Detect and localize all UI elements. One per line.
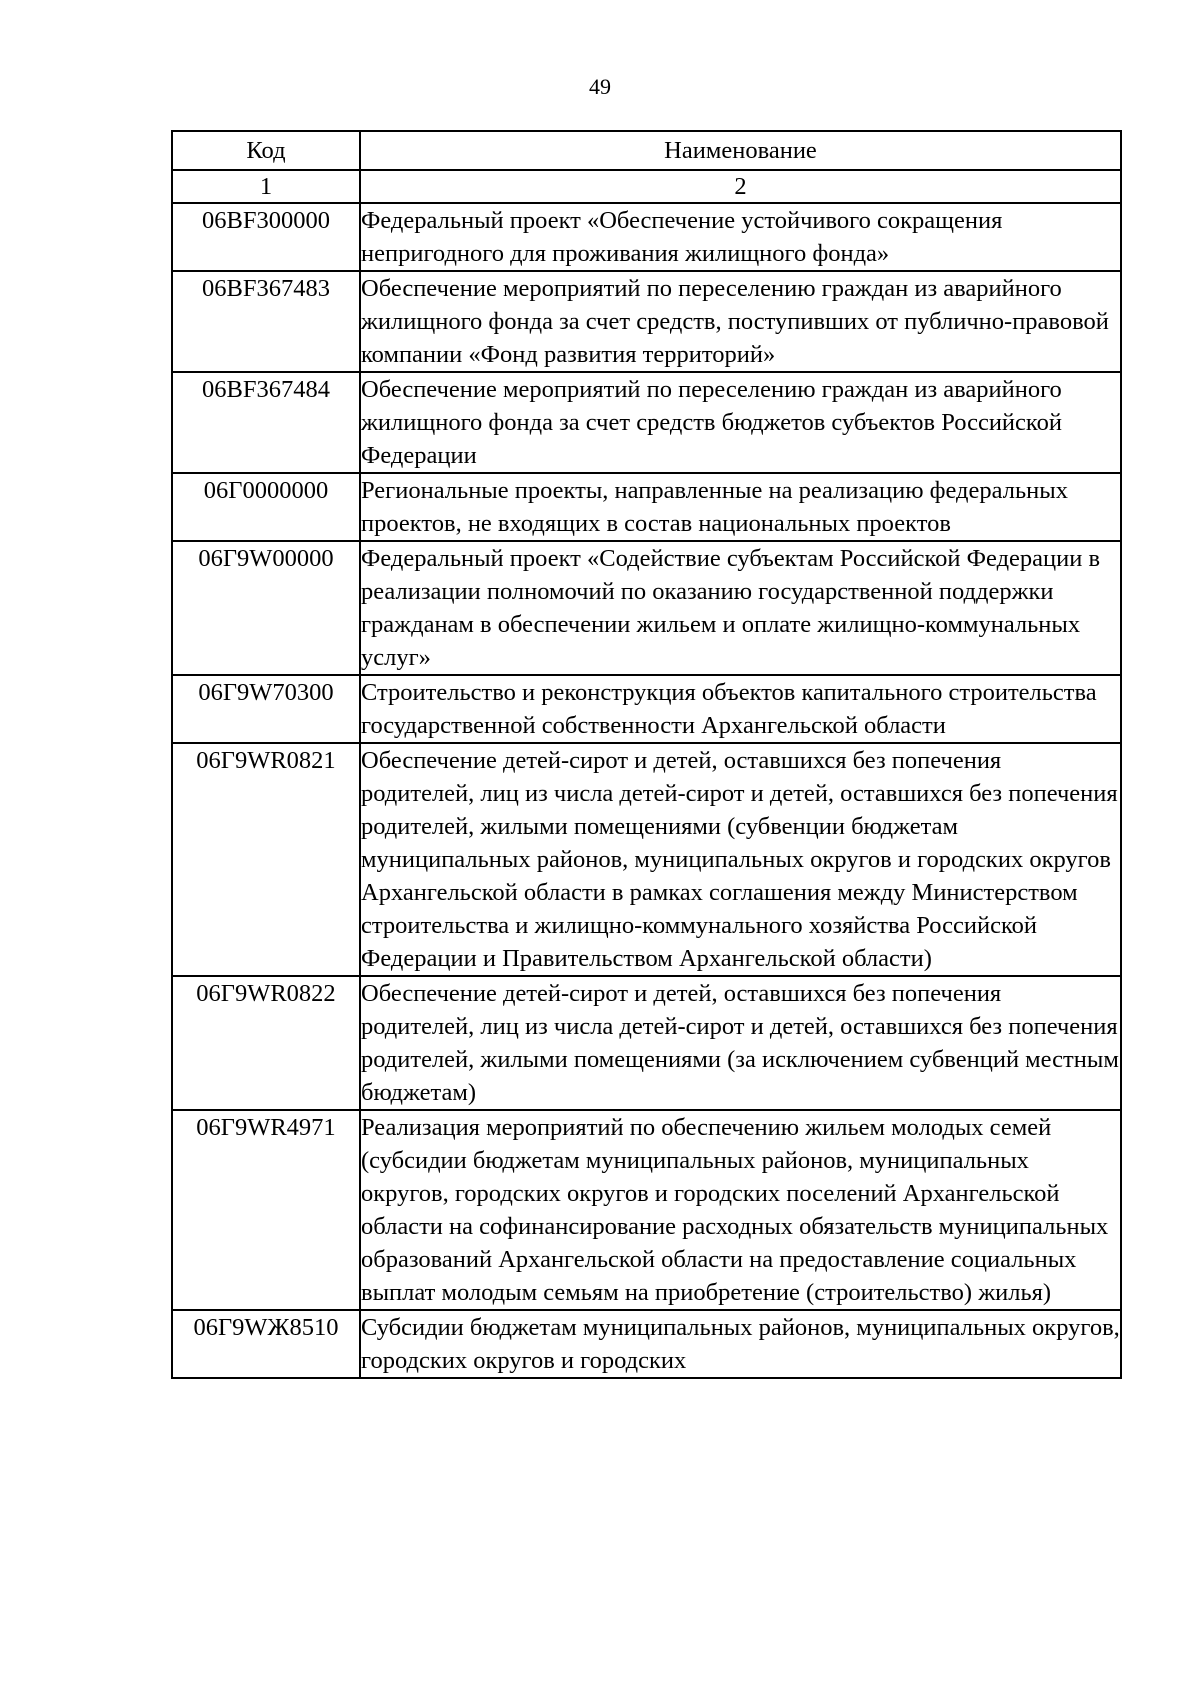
row-name: Региональные проекты, направленные на реализацию федеральных проектов, не входящих в состав национальных проектов [360,473,1121,541]
table-row [172,743,1121,976]
row-name: Обеспечение детей-сирот и детей, оставшихся без попечения родителей, лиц из числа детей-сирот и детей, оставшихся без попечения родителей, жилыми помещениями (за исключением субвенций местным бюджетам) [360,976,1121,1110]
row-name: Обеспечение детей-сирот и детей, оставшихся без попечения родителей, лиц из числа детей-сирот и детей, оставшихся без попечения родителей, жилыми помещениями (субвенции бюджетам муниципальных районов, муниципальных округов и городских округов Архангельской области в рамках соглашения между Министерством строительства и жилищно-коммунального хозяйства Российской Федерации и Правительством Архангельской области) [360,743,1121,976]
row-name: Реализация мероприятий по обеспечению жильем молодых семей (субсидии бюджетам муниципальных районов, муниципальных округов, городских округов и городских поселений Архангельской области на софинансирование расходных обязательств муниципальных образований Архангельской области на предоставление социальных выплат молодым семьям на приобретение (строительство) жилья) [360,1110,1121,1310]
table-header-row [172,131,1121,170]
budget-code-table [171,130,1122,1379]
page-number: 49 [589,74,611,99]
row-name: Федеральный проект «Обеспечение устойчивого сокращения непригодного для проживания жилищного фонда» [360,203,1121,271]
row-code: 06Г9WR4971 [172,1110,360,1310]
row-code: 06Г0000000 [172,473,360,541]
row-name: Строительство и реконструкция объектов капитального строительства государственной собственности Архангельской области [360,675,1121,743]
row-name: Субсидии бюджетам муниципальных районов, муниципальных округов, городских округов и городских [360,1310,1121,1378]
column-number-name: 2 [360,170,1121,203]
row-code: 06Г9W70300 [172,675,360,743]
table-row [172,271,1121,372]
column-number-row [172,170,1121,203]
row-code: 06Г9W00000 [172,541,360,675]
row-code: 06BF300000 [172,203,360,271]
row-name: Обеспечение мероприятий по переселению граждан из аварийного жилищного фонда за счет средств бюджетов субъектов Российской Федерации [360,372,1121,473]
table-row [172,541,1121,675]
table-row [172,976,1121,1110]
row-code: 06Г9WЖ8510 [172,1310,360,1378]
table-row [172,1110,1121,1310]
row-name: Федеральный проект «Содействие субъектам Российской Федерации в реализации полномочий по оказанию государственной поддержки гражданам в обеспечении жильем и оплате жилищно-коммунальных услуг» [360,541,1121,675]
table-row [172,473,1121,541]
table-row [172,203,1121,271]
row-code: 06Г9WR0822 [172,976,360,1110]
table-row [172,372,1121,473]
row-name: Обеспечение мероприятий по переселению граждан из аварийного жилищного фонда за счет средств, поступивших от публично-правовой компании «Фонд развития территорий» [360,271,1121,372]
header-name: Наименование [360,131,1121,170]
row-code: 06BF367484 [172,372,360,473]
column-number-code: 1 [172,170,360,203]
table-row [172,675,1121,743]
header-code: Код [172,131,360,170]
row-code: 06BF367483 [172,271,360,372]
row-code: 06Г9WR0821 [172,743,360,976]
table-row [172,1310,1121,1378]
